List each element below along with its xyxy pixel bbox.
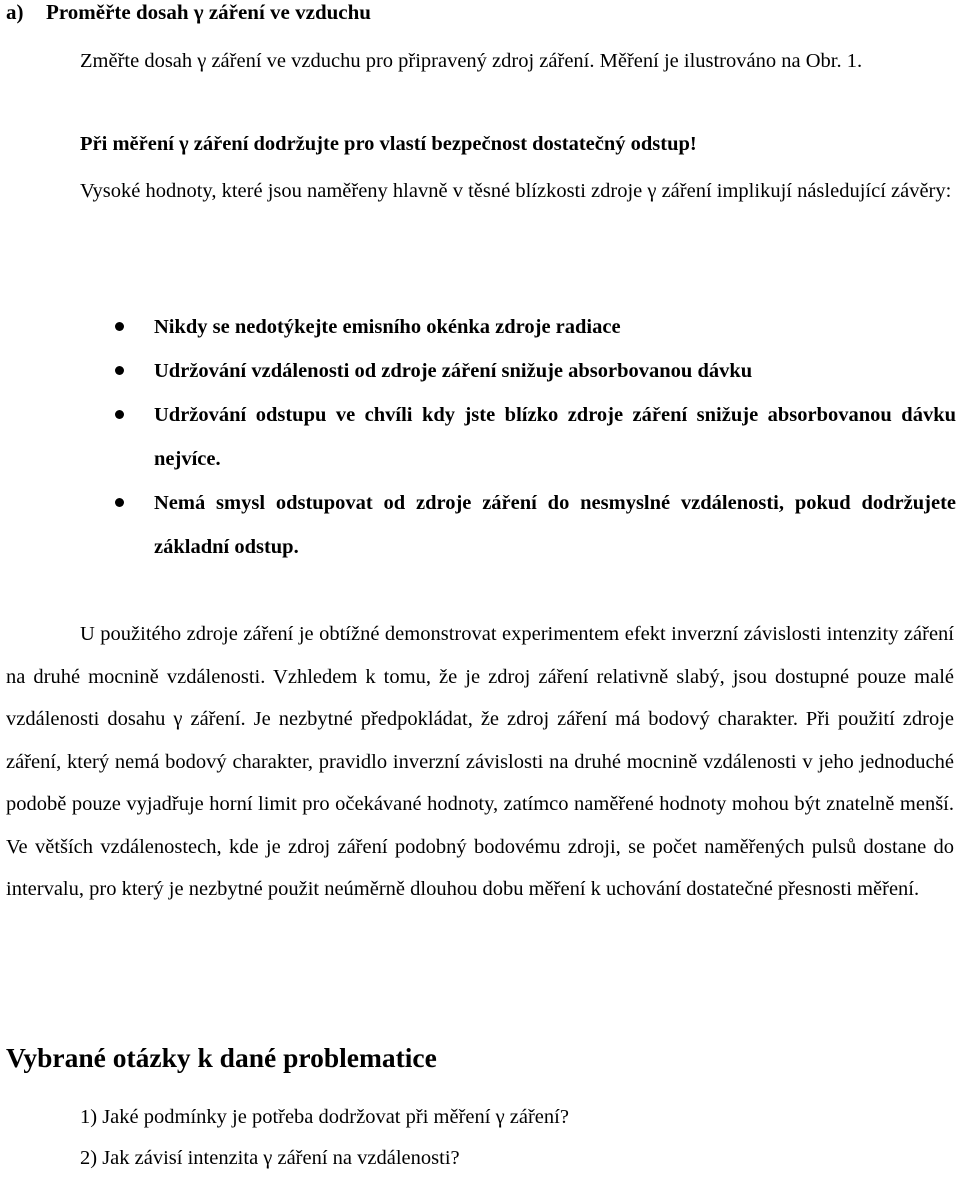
section-marker: a) <box>6 0 24 24</box>
intro-paragraph-text: Změřte dosah γ záření ve vzduchu pro připravený zdroj záření. Měření je ilustrováno na Obr. 1. <box>80 50 863 72</box>
list-item-text: Udržování odstupu ve chvíli kdy jste blízko zdroje záření snižuje absorbovanou dávku nejvíce. <box>154 404 956 470</box>
body-paragraph-text: U použitého zdroje záření je obtížné demonstrovat experimentem efekt inverzní závislosti intenzity záření na druhé mocnině vzdálenosti. Vzhledem k tomu, že je zdroj záření relativně slabý, jsou dostupné pouze malé vzdálenosti dosahu γ záření. Je nezbytné předpokládat, že zdroj záření má bodový charakter. Při použití zdroje záření, který nemá bodový charakter, pravidlo inverzní závislosti na druhé mocnině vzdálenosti v jeho jednoduché podobě pouze vyjadřuje horní limit pro očekávané hodnoty, zatímco naměřené hodnoty mohou být znatelně menší. Ve větších vzdálenostech, kde je zdroj záření podobný bodovému zdroji, se počet naměřených pulsů dostane do intervalu, pro který je nezbytné použit neúměrně dlouhou dobu měření k uchování dostatečné přesnosti měření. <box>6 623 954 900</box>
list-item <box>0 305 960 349</box>
safety-note: Při měření γ záření dodržujte pro vlastí bezpečnost dostatečný odstup! <box>80 133 697 155</box>
conclusions-intro <box>6 170 954 213</box>
questions-heading: Vybrané otázky k dané problematice <box>6 1042 437 1073</box>
section-title: Proměřte dosah γ záření ve vzduchu <box>46 0 371 24</box>
intro-paragraph <box>6 40 954 83</box>
list-item <box>0 393 960 481</box>
question-item: 1) Jaké podmínky je potřeba dodržovat při měření γ záření? <box>80 1106 569 1128</box>
list-item <box>0 349 960 393</box>
question-item: 2) Jak závisí intenzita γ záření na vzdálenosti? <box>80 1147 460 1169</box>
questions-list <box>80 1097 569 1179</box>
section-heading <box>6 0 371 26</box>
bullet-icon <box>115 322 124 331</box>
bullet-icon <box>115 498 124 507</box>
conclusions-list <box>0 305 960 569</box>
list-item-text: Nikdy se nedotýkejte emisního okénka zdroje radiace <box>154 316 621 338</box>
list-item-text: Nemá smysl odstupovat od zdroje záření do nesmyslné vzdálenosti, pokud dodržujete základní odstup. <box>154 492 956 558</box>
conclusions-intro-text: Vysoké hodnoty, které jsou naměřeny hlavně v těsné blízkosti zdroje γ záření implikují následující závěry: <box>80 180 952 202</box>
body-paragraph <box>6 613 954 911</box>
bullet-icon <box>115 410 124 419</box>
bullet-icon <box>115 366 124 375</box>
list-item <box>0 481 960 569</box>
list-item-text: Udržování vzdálenosti od zdroje záření snižuje absorbovanou dávku <box>154 360 753 382</box>
